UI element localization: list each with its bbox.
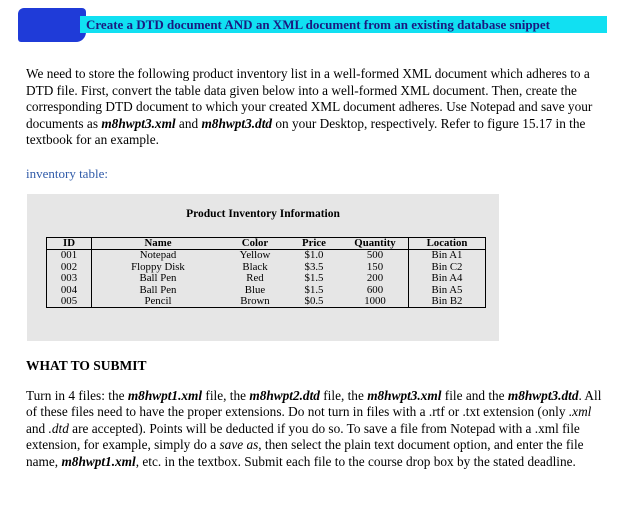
submit-text: . All of these files need to have the proper extensions. Do not turn in files with a .rtf or .txt extension (only — [26, 388, 602, 420]
page-title: Create a DTD document AND an XML document from an existing database snippet — [86, 16, 550, 32]
table-cell: Floppy Disk — [131, 260, 185, 273]
submit-file-name: m8hwpt3.xml — [367, 388, 442, 403]
intro-text-3: on your Desktop, respectively. Refer to figure 15.17 in the textbook for an example. — [26, 115, 586, 147]
submit-text: and — [26, 420, 49, 436]
intro-paragraph — [26, 66, 601, 149]
column-header: ID — [47, 238, 92, 250]
table-cell: Bin B2 — [409, 296, 486, 308]
inventory-table-figure — [27, 194, 499, 341]
table-cell: Ball Pen — [139, 272, 177, 285]
submit-text: file and the — [441, 388, 508, 403]
table-cell: Yellow — [224, 250, 286, 262]
redaction-scribble — [18, 8, 86, 42]
submit-text: file, the — [202, 388, 250, 403]
table-cell: $1.0 — [286, 250, 342, 262]
table-title: Product Inventory Information — [186, 208, 340, 220]
table-cell: 500 — [342, 250, 409, 262]
table-cell: Brown — [224, 296, 286, 308]
submit-file-name: m8hwpt1.xml — [127, 388, 203, 403]
intro-file-1: m8hwpt3.xml — [101, 115, 176, 131]
submit-text: file, the — [319, 388, 368, 403]
table-row — [47, 273, 486, 284]
submit-file-name: m8hwpt1.xml — [61, 453, 136, 469]
column-header: Quantity — [342, 238, 409, 250]
table-cell: Red — [246, 272, 264, 285]
submit-extension: .xml — [568, 404, 592, 420]
table-header-row — [47, 238, 486, 250]
intro-file-2: m8hwpt3.dtd — [201, 115, 273, 131]
submit-paragraph — [26, 388, 606, 470]
table-cell: Notepad — [92, 250, 225, 262]
intro-text-2: and — [175, 115, 202, 131]
table-cell: Blue — [244, 283, 266, 296]
table-cell: 005 — [47, 296, 92, 308]
inventory-table — [46, 237, 486, 308]
column-header: Color — [224, 238, 286, 250]
table-cell: Bin A5 — [409, 285, 486, 296]
table-cell: Black — [242, 260, 268, 273]
table-cell: 002 — [47, 262, 92, 273]
submit-heading: WHAT TO SUBMIT — [26, 358, 147, 373]
table-cell: Pencil — [92, 296, 225, 308]
table-cell: 600 — [342, 285, 409, 296]
title-banner — [80, 16, 607, 33]
submit-text: , then select the plain text document option, and enter the file name, — [26, 437, 584, 469]
table-cell: $0.5 — [286, 296, 342, 308]
table-cell: 001 — [47, 250, 92, 262]
submit-text: are accepted). Points will be deducted if you do so. To save a file from Notepad with a .xml file extension, for example, simply do a — [26, 420, 580, 453]
table-cell: $1.5 — [304, 283, 324, 296]
table-row — [47, 262, 486, 273]
submit-text: , etc. in the textbox. Submit each file to the course drop box by the stated deadline. — [135, 453, 576, 469]
submit-file-name: m8hwpt2.dtd — [249, 388, 320, 403]
submit-text: Turn in 4 files: the — [26, 388, 128, 403]
intro-text-1: We need to store the following product inventory list in a well-formed XML document which adheres to a DTD file. First, convert the table data given below into a well-formed XML document. Then, create the corresponding DTD document to which your created XML document adheres. Use Notepad and save your documents as — [26, 66, 593, 131]
column-header: Name — [92, 238, 225, 250]
table-cell: $3.5 — [304, 260, 324, 273]
column-header: Location — [409, 238, 486, 250]
table-cell: Bin C2 — [409, 262, 486, 273]
submit-extension: .dtd — [48, 420, 69, 436]
table-cell: Bin A1 — [409, 250, 486, 262]
header-bar — [18, 6, 607, 44]
inventory-table-label: inventory table: — [26, 166, 108, 181]
table-cell: $1.5 — [304, 272, 324, 285]
table-cell: Ball Pen — [139, 283, 177, 296]
submit-save-as: save as — [219, 437, 259, 453]
table-cell: 004 — [47, 285, 92, 296]
table-row — [47, 296, 486, 308]
table-cell: 150 — [342, 262, 409, 273]
column-header: Price — [286, 238, 342, 250]
table-cell: Bin A4 — [409, 273, 486, 284]
table-cell: 003 — [47, 273, 92, 284]
submit-file-name: m8hwpt3.dtd — [507, 388, 579, 403]
table-cell: 200 — [342, 273, 409, 284]
table-cell: 1000 — [342, 296, 409, 308]
